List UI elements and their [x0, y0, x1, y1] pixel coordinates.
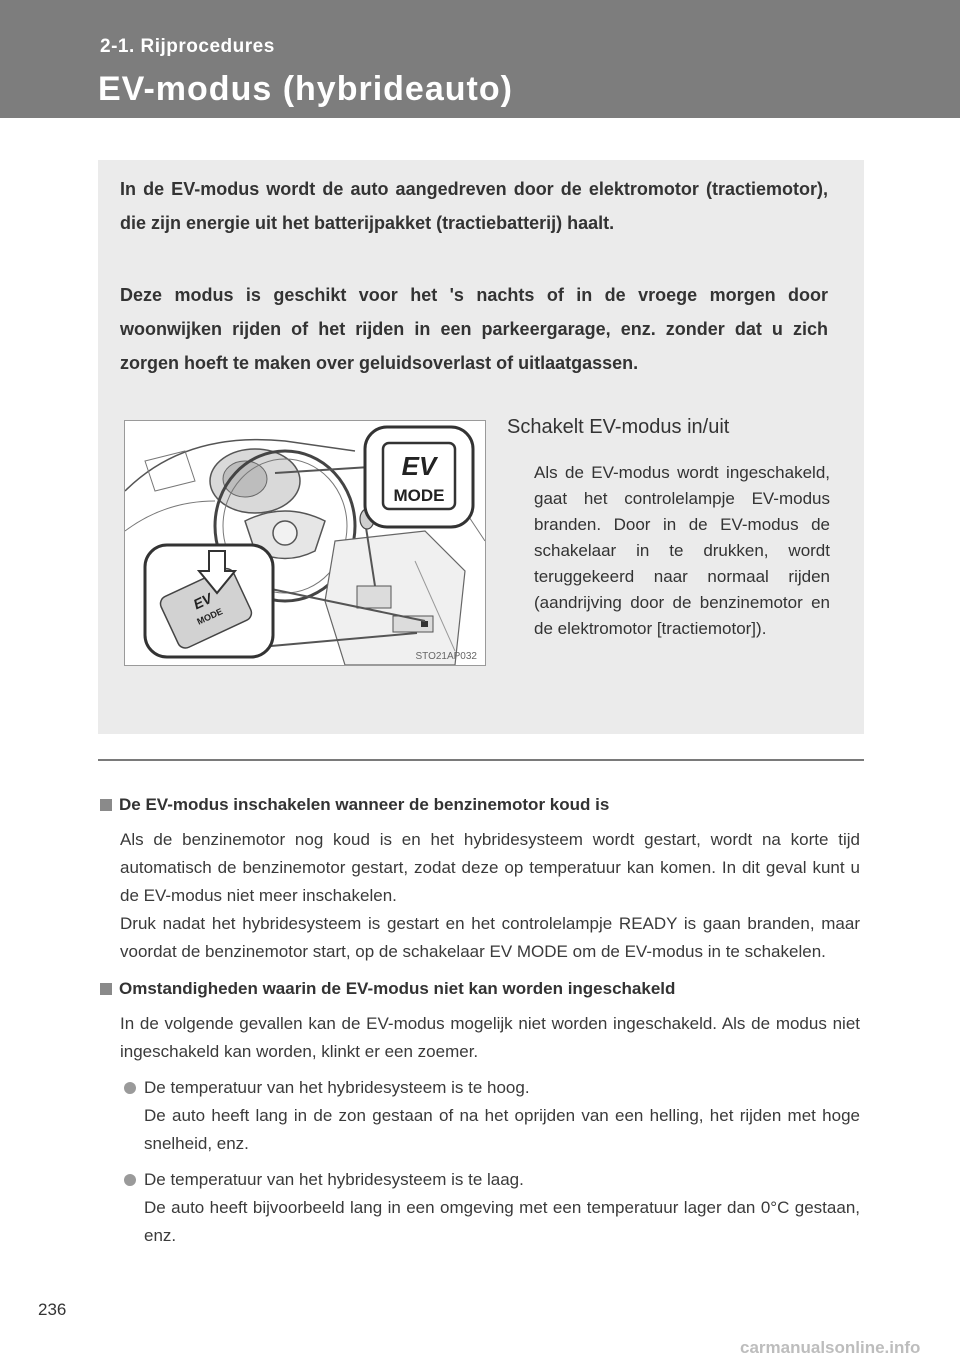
cold-engine-paragraph-1: Als de benzinemotor nog koud is en het hybridesysteem wordt gestart, wordt na korte tijd automatisch de benzinemotor gestart, zodat deze op temperatuur kan komen. In dit geval kunt u de EV-modus niet meer inschakelen.: [120, 830, 860, 905]
figure-code: STO21AP032: [415, 651, 477, 662]
intro-paragraph-2: Deze modus is geschikt voor het 's nachts of in de vroege morgen door woonwijken rijden of het rijden in een parkeergarage, enz. zonder dat u zich zorgen hoeft te maken over geluidsoverlast of uitlaatgassen.: [120, 285, 828, 373]
list-item-detail: De auto heeft bijvoorbeeld lang in een omgeving met een temperatuur lager dan 0°C gestaan, enz.: [144, 1198, 860, 1245]
cold-engine-paragraph-2: Druk nadat het hybridesysteem is gestart en het controlelampje READY is gaan branden, maar voordat de benzinemotor start, op de schakelaar EV MODE om de EV-modus in te schakelen.: [120, 914, 860, 961]
mode-indicator-label: MODE: [393, 486, 445, 505]
page-header: [0, 0, 960, 118]
list-item-title: De temperatuur van het hybridesysteem is te laag.: [144, 1170, 524, 1189]
intro-paragraph-1: In de EV-modus wordt de auto aangedreven door de elektromotor (tractiemotor), die zijn energie uit het batterijpakket (tractiebatterij) haalt.: [120, 179, 828, 233]
list-item-title: De temperatuur van het hybridesysteem is te hoog.: [144, 1078, 530, 1097]
callout-title: Schakelt EV-modus in/uit: [507, 416, 730, 438]
square-bullet-icon: [100, 799, 112, 811]
list-item: [120, 1074, 860, 1158]
section-heading-conditions: [100, 976, 860, 1002]
ev-switch-label: EV: [190, 589, 215, 613]
ev-indicator-label: EV: [401, 451, 437, 481]
section-heading-cold-engine: [100, 792, 860, 818]
callout-text: Als de EV-modus wordt ingeschakeld, gaat het controlelampje EV-modus branden. Door in de EV-modus de schakelaar in te drukken, wordt teruggekeerd naar normaal rijden (aandrijving door de benzinemotor en de elektromotor [tractiemotor]).: [534, 463, 830, 638]
square-bullet-icon: [100, 983, 112, 995]
section-heading-text: De EV-modus inschakelen wanneer de benzinemotor koud is: [119, 795, 610, 814]
main-content: [100, 792, 860, 1250]
divider: [98, 759, 864, 761]
ev-mode-illustration: [124, 420, 486, 666]
conditions-paragraph: In de volgende gevallen kan de EV-modus mogelijk niet worden ingeschakeld. Als de modus niet ingeschakeld kan worden, klinkt er een zoemer.: [120, 1014, 860, 1061]
circle-bullet-icon: [124, 1082, 136, 1094]
page-title: EV-modus (hybrideauto): [98, 70, 513, 108]
watermark: carmanualsonline.info: [740, 1338, 921, 1357]
list-item-detail: De auto heeft lang in de zon gestaan of na het oprijden van een helling, het rijden met hoge snelheid, enz.: [144, 1106, 860, 1153]
circle-bullet-icon: [124, 1174, 136, 1186]
section-label: 2-1. Rijprocedures: [100, 36, 275, 57]
page-number: 236: [38, 1300, 67, 1319]
intro-box: [98, 160, 864, 734]
list-item: [120, 1166, 860, 1250]
dashboard-drawing: [125, 421, 485, 665]
section-heading-text: Omstandigheden waarin de EV-modus niet kan worden ingeschakeld: [119, 979, 676, 998]
mode-switch-label: MODE: [195, 606, 225, 627]
